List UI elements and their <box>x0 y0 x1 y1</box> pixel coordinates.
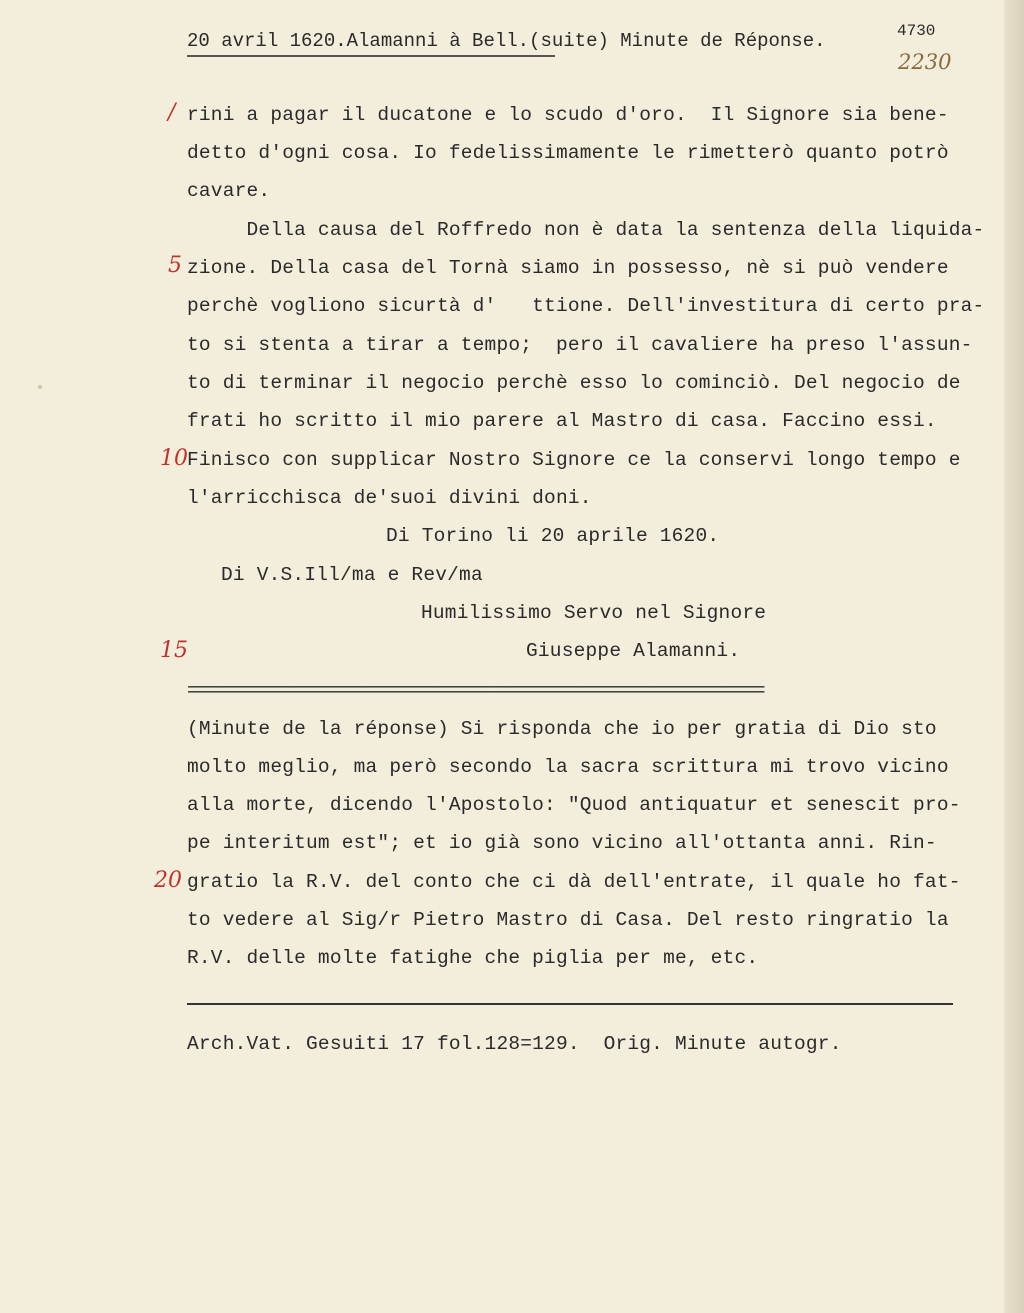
header-underline <box>187 55 555 57</box>
response-line: pe interitum est"; et io già sono vicino all'ottanta anni. Rin- <box>187 832 937 854</box>
letter-line: detto d'ogni cosa. Io fedelissimamente le rimetterò quanto potrò <box>187 142 949 164</box>
separator-line: ================================================================ <box>187 680 764 702</box>
paper-speck <box>38 385 42 389</box>
document-number: 4730 <box>897 22 936 40</box>
closing: Humilissimo Servo nel Signore <box>421 602 767 624</box>
letter-line: to di terminar il negocio perchè esso lo cominciò. Del negocio de <box>187 372 961 394</box>
footer-rule <box>187 1003 953 1005</box>
page-header: 20 avril 1620.Alamanni à Bell.(suite) Minute de Réponse. <box>187 30 826 52</box>
page-edge <box>1004 0 1024 1313</box>
letter-line: cavare. <box>187 180 271 202</box>
letter-line: frati ho scritto il mio parere al Mastro di casa. Faccino essi. <box>187 410 937 432</box>
archive-reference: Arch.Vat. Gesuiti 17 fol.128=129. Orig. Minute autogr. <box>187 1033 842 1055</box>
response-line: gratio la R.V. del conto che ci dà dell'entrate, il quale ho fat- <box>187 871 961 893</box>
response-line: (Minute de la réponse) Si risponda che io per gratia di Dio sto <box>187 718 937 740</box>
letter-line: Della causa del Roffredo non è data la sentenza della liquida- <box>187 219 985 241</box>
letter-line: rini a pagar il ducatone e lo scudo d'oro. Il Signore sia bene- <box>187 104 949 126</box>
margin-mark-20: 20 <box>154 868 182 893</box>
margin-mark-5: 5 <box>168 253 182 278</box>
response-line: to vedere al Sig/r Pietro Mastro di Casa. Del resto ringratio la <box>187 909 949 931</box>
margin-mark-slash: / <box>168 100 176 125</box>
letter-line: l'arricchisca de'suoi divini doni. <box>187 487 592 509</box>
salutation: Di V.S.Ill/ma e Rev/ma <box>221 564 483 586</box>
letter-line: perchè vogliono sicurtà d' ttione. Dell'investitura di certo pra- <box>187 295 985 317</box>
letter-line: Finisco con supplicar Nostro Signore ce la conservi longo tempo e <box>187 449 961 471</box>
letter-line: zione. Della casa del Tornà siamo in possesso, nè si può vendere <box>187 257 949 279</box>
margin-mark-15: 15 <box>160 638 188 663</box>
response-line: molto meglio, ma però secondo la sacra scrittura mi trovo vicino <box>187 756 949 778</box>
response-line: R.V. delle molte fatighe che piglia per me, etc. <box>187 947 759 969</box>
letter-line: to si stenta a tirar a tempo; pero il cavaliere ha preso l'assun- <box>187 334 973 356</box>
margin-mark-10: 10 <box>160 446 188 471</box>
pencil-page-number: 2230 <box>898 50 952 74</box>
signature: Giuseppe Alamanni. <box>526 640 741 662</box>
response-line: alla morte, dicendo l'Apostolo: "Quod antiquatur et senescit pro- <box>187 794 961 816</box>
place-date: Di Torino li 20 aprile 1620. <box>386 525 720 547</box>
